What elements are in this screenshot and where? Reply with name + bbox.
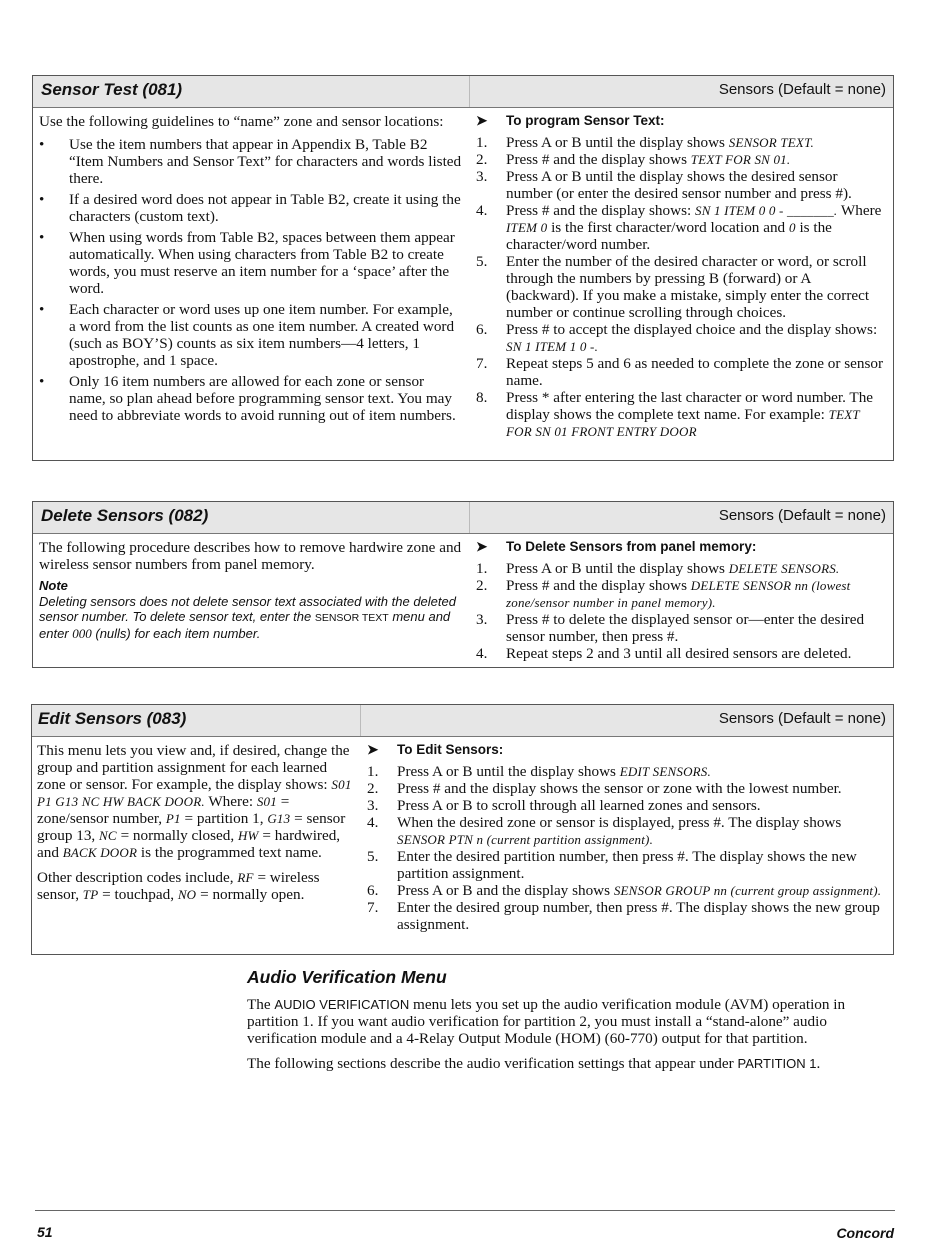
list-item: 5. Enter the desired partition number, then press #. The display shows the new partition assignment. <box>367 848 857 882</box>
list-item: 1. Press A or B until the display shows DELETE SENSORS. <box>476 560 840 577</box>
procedure-title: To Delete Sensors from panel memory: <box>506 539 757 554</box>
arrow-icon: ➤ <box>476 539 488 554</box>
edit-sensors-paragraph-2: Other description codes include, RF = wireless sensor, TP = touchpad, NO = normally open. <box>37 869 320 903</box>
list-item: 4. Repeat steps 2 and 3 until all desired sensors are deleted. <box>476 645 852 662</box>
list-item: 7. Enter the desired group number, then press #. The display shows the new group assignment. <box>367 899 880 933</box>
sensor-test-steps <box>476 134 887 440</box>
list-item: 2. Press # and the display shows the sensor or zone with the lowest number. <box>367 780 842 797</box>
note-heading: Note <box>39 578 68 593</box>
list-item: 1. Press A or B until the display shows SENSOR TEXT. <box>476 134 814 151</box>
arrow-icon: ➤ <box>367 742 379 757</box>
sensor-test-default: Sensors (Default = none) <box>718 81 886 98</box>
delete-sensors-default: Sensors (Default = none) <box>718 507 886 524</box>
sensor-test-intro: Use the following guidelines to “name” zone and sensor locations: <box>39 113 444 130</box>
list-item: 4. Press # and the display shows: SN 1 ITEM 0 0 - _______. Where ITEM 0 is the first character/word location and 0 is the character/word number. <box>476 202 882 253</box>
delete-sensors-steps <box>476 560 887 662</box>
arrow-icon: ➤ <box>476 113 488 128</box>
list-item: 7. Repeat steps 5 and 6 as needed to complete the zone or sensor name. <box>476 355 884 389</box>
edit-sensors-description <box>32 737 361 939</box>
list-item: 6. Press A or B and the display shows SENSOR GROUP nn (current group assignment). <box>367 882 882 899</box>
sensor-test-bullet-list <box>39 136 462 424</box>
edit-sensors-paragraph-1: This menu lets you view and, if desired, change the group and partition assignment for each learned zone or sensor. For example, the display shows: S01 P1 G13 NC HW BACK DOOR. Where: S01 = zone/sensor number, P1 = partition 1, G13 = sensor group 13, NC = normally closed, HW = hardwired, and BACK DOOR is the programmed text name. <box>37 742 352 861</box>
note-text: Deleting sensors does not delete sensor text associated with the deleted sensor number. To delete sensor text, enter the SENSOR TEXT menu and enter 000 (nulls) for each item number. <box>39 594 456 641</box>
list-item: 2. Press # and the display shows DELETE SENSOR nn (lowest zone/sensor number in panel memory). <box>476 577 851 610</box>
edit-sensors-steps <box>367 763 887 933</box>
list-item: 3. Press A or B until the display shows the desired sensor number (or enter the desired sensor number and press #). <box>476 168 852 202</box>
sensor-test-header <box>33 76 893 108</box>
list-item: 2. Press # and the display shows TEXT FOR SN 01. <box>476 151 791 168</box>
list-item: 5. Enter the number of the desired character or word, or scroll through the numbers by pressing B (forward) or A (backward). If you make a mistake, simply enter the correct number or continue scrolling through choices. <box>476 253 870 321</box>
sensor-test-procedure <box>470 108 893 446</box>
procedure-title: To Edit Sensors: <box>397 742 504 757</box>
list-item: • If a desired word does not appear in Table B2, create it using the characters (custom text). <box>39 191 462 225</box>
delete-sensors-procedure <box>470 534 893 668</box>
list-item: 8. Press * after entering the last character or word number. The display shows the complete text name. For example: TEXT FOR SN 01 FRONT ENTRY DOOR <box>476 389 874 439</box>
list-item: • Only 16 item numbers are allowed for each zone or sensor name, so plan ahead before programming sensor text. You may need to abbreviate words to avoid running out of item numbers. <box>39 373 462 424</box>
sensor-test-title: Sensor Test (081) <box>33 76 470 107</box>
list-item: 3. Press # to delete the displayed sensor or—enter the desired sensor number, then press #. <box>476 611 865 645</box>
footer-divider <box>35 1210 895 1211</box>
delete-sensors-description <box>33 534 470 668</box>
procedure-title: To program Sensor Text: <box>506 113 665 128</box>
delete-sensors-title: Delete Sensors (082) <box>33 502 470 533</box>
list-item: • Each character or word uses up one item number. For example, a word from the list counts as one item number. A created word (such as BOY’S) counts as six item numbers—4 letters, 1 apostrophe, and 1 space. <box>39 301 462 369</box>
sensor-test-procedure-heading <box>476 112 887 129</box>
list-item: 6. Press # to accept the displayed choice and the display shows: SN 1 ITEM 1 0 -. <box>476 321 878 354</box>
edit-sensors-header <box>32 705 893 737</box>
audio-verification-paragraph-1: The AUDIO VERIFICATION menu lets you set up the audio verification module (AVM) operation in partition 1. If you want audio verification for partition 2, you must install a “stand-alone” audio verification module and a 4-Relay Output Module (HOM) (60-770) output for that partition. <box>247 996 846 1047</box>
audio-verification-body <box>247 996 892 1078</box>
page-number: 51 <box>37 1224 53 1240</box>
edit-sensors-procedure-heading <box>367 741 887 758</box>
list-item: • Use the item numbers that appear in Appendix B, Table B2 “Item Numbers and Sensor Text” for characters and words listed there. <box>39 136 462 187</box>
list-item: 4. When the desired zone or sensor is displayed, press #. The display shows SENSOR PTN n (current partition assignment). <box>367 814 842 847</box>
edit-sensors-section <box>31 704 894 955</box>
delete-sensors-procedure-heading <box>476 538 887 555</box>
sensor-test-section <box>32 75 894 461</box>
product-name: Concord <box>836 1225 894 1241</box>
list-item: 3. Press A or B to scroll through all learned zones and sensors. <box>367 797 761 814</box>
edit-sensors-title: Edit Sensors (083) <box>32 705 361 736</box>
sensor-test-guidelines <box>33 108 470 446</box>
edit-sensors-default: Sensors (Default = none) <box>718 710 886 727</box>
audio-verification-paragraph-2: The following sections describe the audio verification settings that appear under PARTITION 1. <box>247 1055 821 1072</box>
delete-sensors-intro: The following procedure describes how to remove hardwire zone and wireless sensor numbers from panel memory. <box>39 539 462 573</box>
edit-sensors-procedure <box>361 737 893 939</box>
audio-verification-heading: Audio Verification Menu <box>247 967 447 987</box>
list-item: 1. Press A or B until the display shows EDIT SENSORS. <box>367 763 711 780</box>
delete-sensors-header <box>33 502 893 534</box>
list-item: • When using words from Table B2, spaces between them appear automatically. When using characters from Table B2 to create words, you must reserve an item number for a ‘space’ after the word. <box>39 229 462 297</box>
delete-sensors-section <box>32 501 894 668</box>
